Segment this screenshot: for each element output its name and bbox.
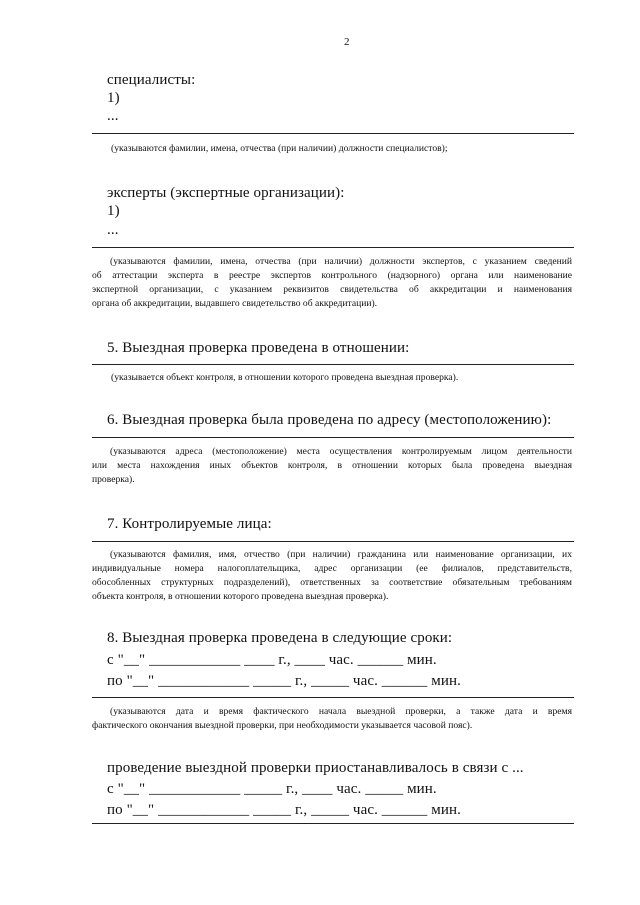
section8-note-line: фактического окончания выездной проверки, при необходимости указывается часовой пояс). [92,720,473,731]
suspension-heading: проведение выездной проверки приостанавливалось в связи с ... [107,760,524,776]
specialists-item-1: 1) [107,90,120,106]
suspension-from-line: с "__" ____________ _____ г., ____ час. _____ мин. [107,781,437,797]
experts-note-line: экспертной организации, с указанием реквизитов свидетельства об аккредитации и наименования [92,284,572,295]
section7-note-line: (указываются фамилия, имя, отчество (при наличии) гражданина или наименование организации, их [110,549,572,560]
section6-note-line: (указываются адреса (местоположение) места осуществления контролируемым лицом деятельности [110,446,572,457]
suspension-rule [92,823,574,824]
experts-label: эксперты (экспертные организации): [107,185,345,201]
experts-note-line: (указываются фамилии, имена, отчества (при наличии) должности экспертов, с указанием сведений [110,256,572,267]
section6-note-line: или места нахождения иных объектов контроля, в отношении которых была проведена выездная [92,460,572,471]
section7-note [92,548,572,604]
page-number: 2 [344,36,350,48]
section8-from-line: с "__" ____________ ____ г., ____ час. ______ мин. [107,652,437,668]
section7-heading: 7. Контролируемые лица: [107,516,272,532]
experts-note [92,255,572,311]
experts-item-1: 1) [107,203,120,219]
section8-note [92,705,572,733]
specialists-ellipsis: ... [107,108,119,124]
section6-rule [92,437,574,438]
experts-rule [92,247,574,248]
section6-note [92,445,572,487]
section8-heading: 8. Выездная проверка проведена в следующие сроки: [107,630,453,646]
section6-heading: 6. Выездная проверка была проведена по адресу (местоположению): [107,412,552,428]
section5-rule [92,364,574,365]
section8-note-line: (указываются дата и время фактического начала выездной проверки, а также дата и время [110,706,572,717]
specialists-note: (указываются фамилии, имена, отчества (при наличии) должности специалистов); [111,143,448,154]
suspension-to-line: по "__" ____________ _____ г., _____ час. ______ мин. [107,802,461,818]
specialists-rule [92,133,574,134]
experts-note-line: органа об аккредитации, выдавшего свидетельство об аккредитации). [92,298,378,309]
section5-note: (указывается объект контроля, в отношении которого проведена выездная проверка). [111,372,459,383]
experts-ellipsis: ... [107,222,119,238]
section8-to-line: по "__" ____________ _____ г., _____ час. ______ мин. [107,673,461,689]
section7-rule [92,541,574,542]
specialists-label: специалисты: [107,72,196,88]
section7-note-line: объекта контроля, в отношении которого проведена выездная проверка). [92,591,389,602]
section7-note-line: обособленных структурных подразделений), ответственных за соответствие обязательным требованиям [92,577,572,588]
section7-note-line: индивидуальные номера налогоплательщика, адрес организации (ее филиалов, представительств, [92,563,572,574]
section6-note-line: проверка). [92,474,135,485]
section5-heading: 5. Выездная проверка проведена в отношении: [107,340,410,356]
experts-note-line: об аттестации эксперта в реестре экспертов контрольного (надзорного) органа или наименование [92,270,572,281]
section8-rule [92,697,574,698]
